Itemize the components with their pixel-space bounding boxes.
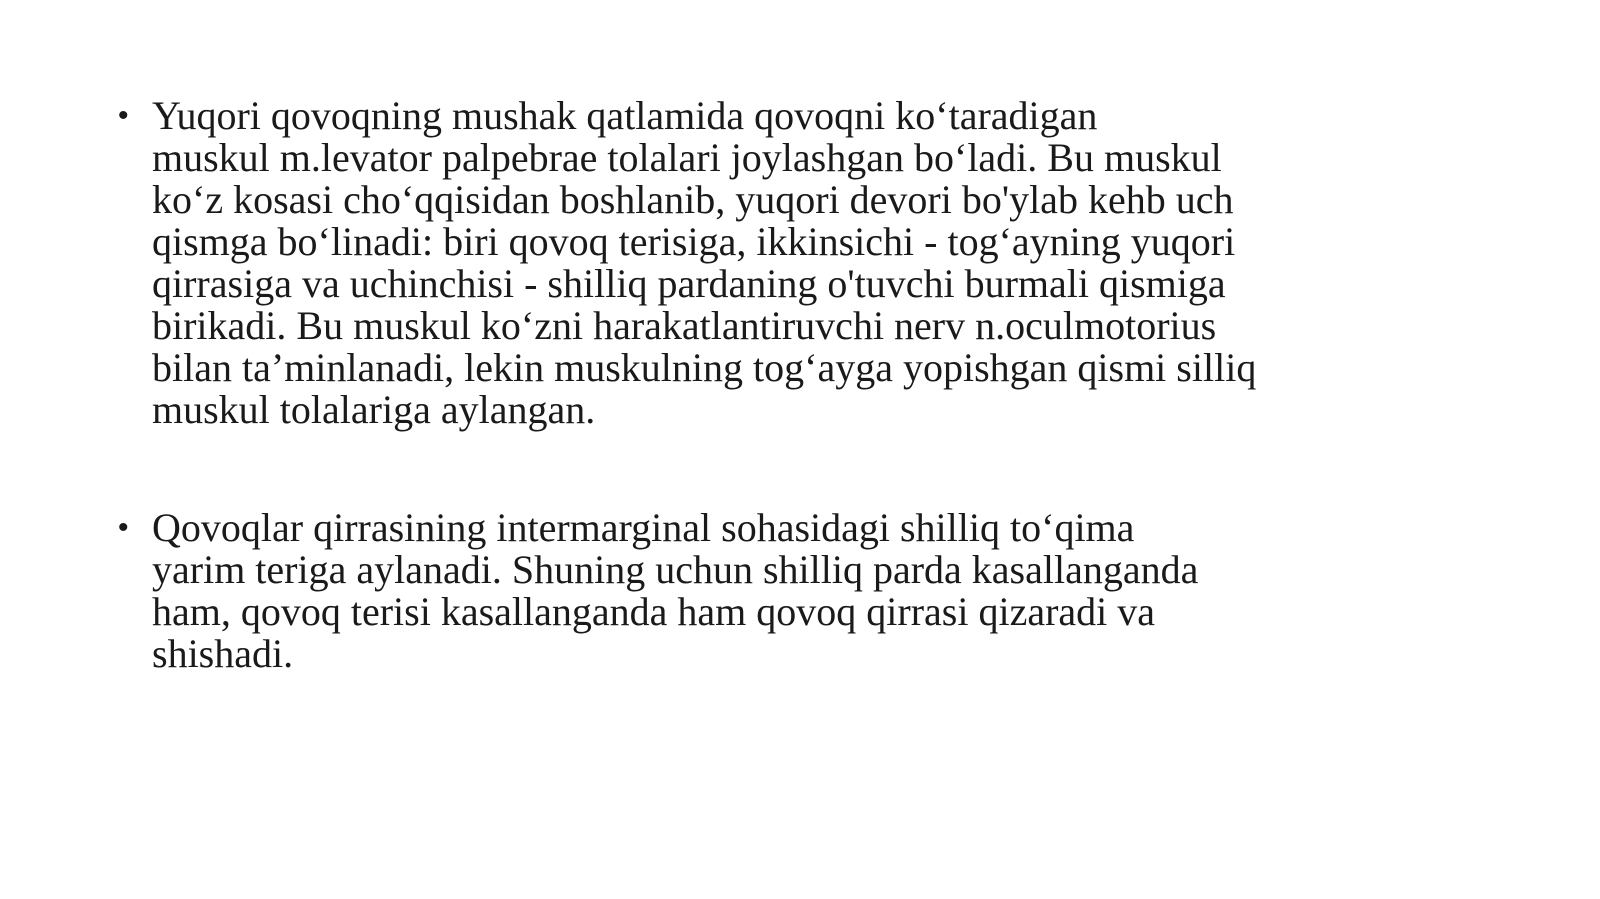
bullet-marker: • — [118, 511, 129, 544]
bullet-text-line: shishadi. — [152, 631, 294, 676]
bullet-text-line: ham, qovoq terisi kasallanganda ham qovoq qirrasi qizaradi va — [152, 589, 1156, 634]
bullet-item-2 — [118, 507, 1358, 675]
bullet-text-line: yarim teriga aylanadi. Shuning uchun shilliq parda kasallanganda — [152, 547, 1199, 592]
bullet-text-line: Yuqori qovoqning mushak qatlamida qovoqni ko‘taradigan — [152, 93, 1098, 138]
bullet-text-line: ko‘z kosasi cho‘qqisidan boshlanib, yuqori devori bo'ylab kehb uch — [152, 177, 1234, 222]
bullet-text-line: muskul tolalariga aylangan. — [152, 387, 596, 432]
bullet-text-line: qirrasiga va uchinchisi - shilliq pardaning o'tuvchi burmali qismiga — [152, 261, 1226, 306]
bullet-marker: • — [118, 99, 129, 132]
bullet-list — [118, 95, 1358, 675]
bullet-text-line: qismga bo‘linadi: biri qovoq terisiga, ikkinsichi - tog‘ayning yuqori — [152, 219, 1236, 264]
bullet-item-1 — [118, 95, 1358, 431]
bullet-text-line: muskul m.levator palpebrae tolalari joylashgan bo‘ladi. Bu muskul — [152, 135, 1222, 180]
bullet-text-line: birikadi. Bu muskul ko‘zni harakatlantiruvchi nerv n.oculmotorius — [152, 303, 1217, 348]
bullet-text-line: bilan ta’minlanadi, lekin muskulning tog‘ayga yopishgan qismi silliq — [152, 345, 1257, 390]
bullet-text-line: Qovoqlar qirrasining intermarginal sohasidagi shilliq to‘qima — [152, 505, 1135, 550]
